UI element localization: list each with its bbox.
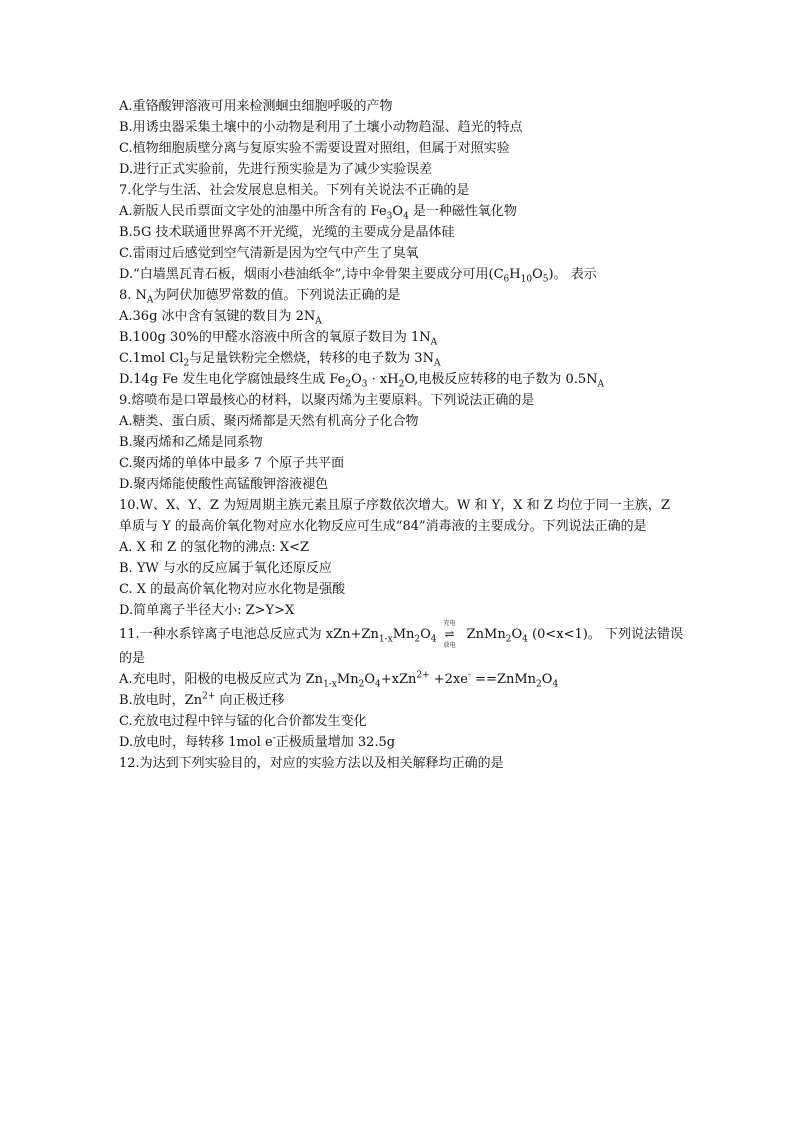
q9-option-c: C.聚丙烯的单体中最多 7 个原子共平面 <box>119 456 345 471</box>
q7-option-a: A.新版人民币票面文字处的油墨中所含有的 $Fe_3O_4$ 是一种磁性氧化物 <box>119 204 517 222</box>
q7-option-b: B.5G 技术联通世界离不开光缆，光缆的主要成分是晶体硅 <box>119 225 455 240</box>
arrow-label-charge: 充电 <box>443 620 456 627</box>
q7-option-d: D.“白墙黑瓦青石板，烟雨小巷油纸伞”,诗中伞骨架主要成分可用$(C_6H_{10}O_5)$。 表示 <box>119 267 597 285</box>
q11-stem: 11.一种水系锌离子电池总反应式为 $xZn+Zn_{1-x}Mn_2O_4$ 充电 ⇌ 放电 $ZnMn_2O_4$ (0<x<1)。 下列说法错误 <box>119 620 683 649</box>
q10-option-d: D.简单离子半径大小: Z>Y>X <box>119 603 295 618</box>
arrow-label-discharge: 放电 <box>443 642 456 649</box>
q9-option-b: B.聚丙烯和乙烯是同系物 <box>119 435 263 450</box>
q8-option-c: C.1mol $Cl_2$与足量铁粉完全燃烧，转移的电子数为 $3N_A$ <box>119 351 441 369</box>
q11-option-b: B.放电时，$Zn^{2+}$ 向正极迁移 <box>119 691 285 708</box>
q8-stem: 8. $N_A$为阿伏加德罗常数的值。下列说法正确的是 <box>119 288 401 306</box>
reversible-arrow <box>439 620 461 649</box>
q9-option-d: D.聚丙烯能使酸性高锰酸钾溶液褪色 <box>119 477 329 492</box>
q6-option-a: A.重铬酸钾溶液可用来检测蛔虫细胞呼吸的产物 <box>119 99 393 114</box>
q9-option-a: A.糖类、蛋白质、聚丙烯都是天然有机高分子化合物 <box>119 414 419 429</box>
q6-option-d: D.进行正式实验前，先进行预实验是为了减少实验误差 <box>119 162 433 177</box>
q11-option-a: A.充电时，阳极的电极反应式为 $Zn_{1-x}Mn_2O_4+xZn^{2+} +2xe^-$ $==ZnMn_2O_4$ <box>119 670 559 690</box>
q11-option-c: C.充放电过程中锌与锰的化合价都发生变化 <box>119 714 367 729</box>
q10-option-b: B. YW 与水的反应属于氧化还原反应 <box>119 561 332 576</box>
q7-stem: 7.化学与生活、社会发展息息相关。下列有关说法不正确的是 <box>119 183 470 198</box>
q12-stem: 12.为达到下列实验目的，对应的实验方法以及相关解释均正确的是 <box>119 756 504 771</box>
equilibrium-arrow-icon: ⇌ <box>444 627 455 641</box>
question-content <box>119 96 683 774</box>
q6-option-c: C.植物细胞质壁分离与复原实验不需要设置对照组，但属于对照实验 <box>119 141 510 156</box>
q8-option-a: A.36g 冰中含有氢键的数目为 $2N_A$ <box>119 309 322 327</box>
q10-option-c: C. X 的最高价氧化物对应水化物是强酸 <box>119 582 346 597</box>
q10-stem: 10.W、X、Y、Z 为短周期主族元素且原子序数依次增大。W 和 Y，X 和 Z 均位于同一主族，Z 单质与 Y 的最高价氧化物对应水化物反应可生成“84”消毒液的主要成分。下列说法正确的是 <box>119 498 670 534</box>
q11-stem-continued: 的是 <box>119 651 146 666</box>
q10-option-a: A. X 和 Z 的氢化物的沸点: X<Z <box>119 540 310 555</box>
q8-option-b: B.100g 30%的甲醛水溶液中所含的氧原子数目为 $1N_A$ <box>119 330 438 348</box>
q6-option-b: B.用诱虫器采集土壤中的小动物是利用了土壤小动物趋湿、趋光的特点 <box>119 120 523 135</box>
q11-option-d: D.放电时，每转移 1mol e-正极质量增加 32.5g <box>119 733 396 750</box>
q9-stem: 9.熔喷布是口罩最核心的材料，以聚丙烯为主要原料。下列说法正确的是 <box>119 393 535 408</box>
q8-option-d: D.14g Fe 发生电化学腐蚀最终生成 $Fe_2O_3 \cdot xH_2O$,电极反应转移的电子数为 $0.5N_A$ <box>119 372 605 390</box>
q7-option-c: C.雷雨过后感觉到空气清新是因为空气中产生了臭氧 <box>119 246 419 261</box>
